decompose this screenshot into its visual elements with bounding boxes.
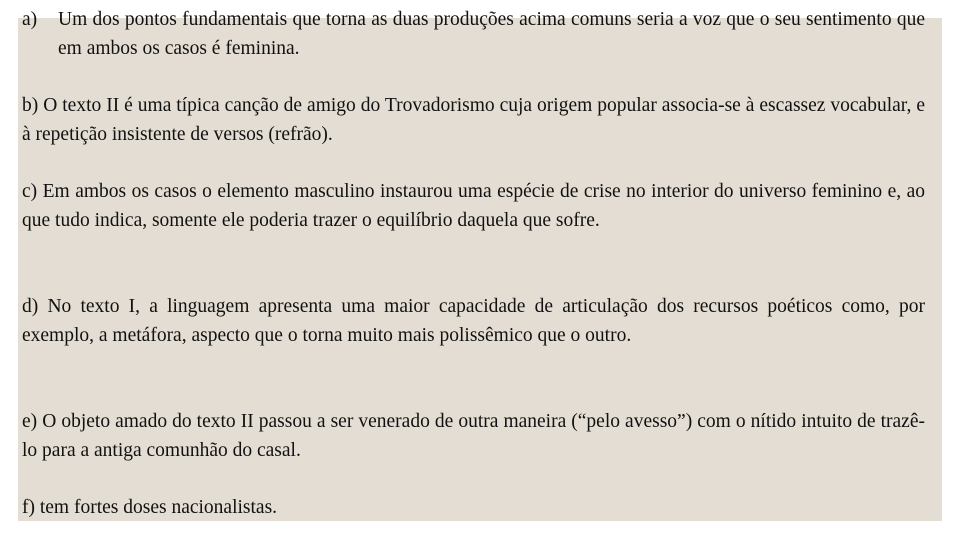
option-f: f) tem fortes doses nacionalistas. xyxy=(22,497,278,518)
option-d: d) No texto I, a linguagem apresenta uma maior capacidade de articulação dos recursos poéticos como, por exemplo, a metáfora, aspecto que o torna muito mais polissêmico que o outro. xyxy=(22,296,925,346)
option-a-marker: a) xyxy=(22,9,38,30)
option-c: c) Em ambos os casos o elemento masculino instaurou uma espécie de crise no interior do universo feminino e, ao que tudo indica, somente ele poderia trazer o equilíbrio daquela que sofre. xyxy=(22,181,925,231)
option-a-text: Um dos pontos fundamentais que torna as duas produções acima comuns seria a voz que o seu sentimento que em ambos os casos é feminina. xyxy=(58,9,925,59)
option-a xyxy=(22,6,925,63)
option-e: e) O objeto amado do texto II passou a ser venerado de outra maneira (“pelo avesso”) com o nítido intuito de trazê-lo para a antiga comunhão do casal. xyxy=(22,411,925,461)
option-b: b) O texto II é uma típica canção de amigo do Trovadorismo cuja origem popular associa-se à escassez vocabular, e à repetição insistente de versos (refrão). xyxy=(22,95,925,145)
